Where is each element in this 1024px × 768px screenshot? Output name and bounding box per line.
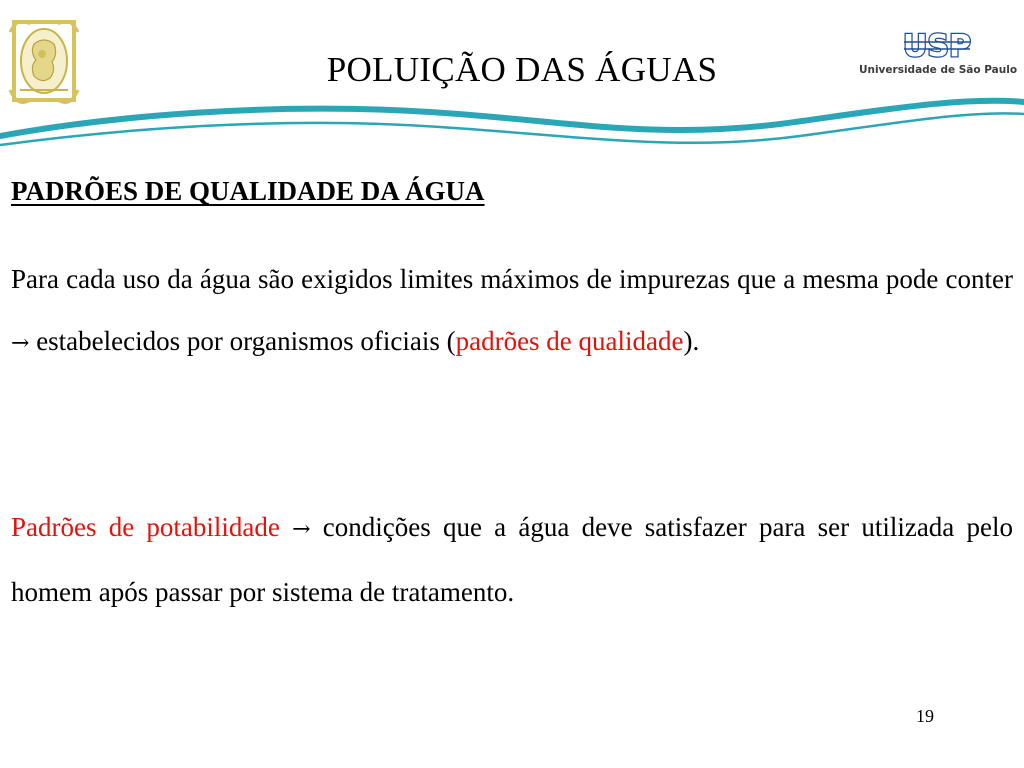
section-heading: PADRÕES DE QUALIDADE DA ÁGUA [11, 176, 485, 206]
page-number: 19 [916, 706, 934, 726]
paragraph-potability-standards [11, 496, 1013, 623]
slide-title: POLUIÇÃO DAS ÁGUAS [326, 50, 718, 89]
usp-logo-text: USP [903, 30, 971, 60]
right-arrow-icon: → [292, 517, 311, 542]
wave-divider [0, 94, 1024, 156]
usp-caption: Universidade de São Paulo [858, 64, 1018, 76]
paragraph1-text-middle: estabelecidos por organismos oficiais ( [29, 326, 456, 356]
paragraph2-text-after: condições que a água deve satisfazer para ser utilizada pelo homem após passar por sistema de tratamento. [11, 512, 1014, 607]
highlight-potability-standards: Padrões de potabilidade [11, 512, 280, 542]
right-arrow-icon: → [11, 331, 30, 356]
highlight-quality-standards: padrões de qualidade [455, 326, 684, 356]
paragraph1-text-before: Para cada uso da água são exigidos limites máximos de impurezas que a mesma pode conter [11, 264, 1013, 294]
paragraph1-text-after: ). [683, 326, 700, 356]
paragraph-quality-standards [11, 248, 1013, 375]
usp-logo-icon [900, 30, 974, 60]
